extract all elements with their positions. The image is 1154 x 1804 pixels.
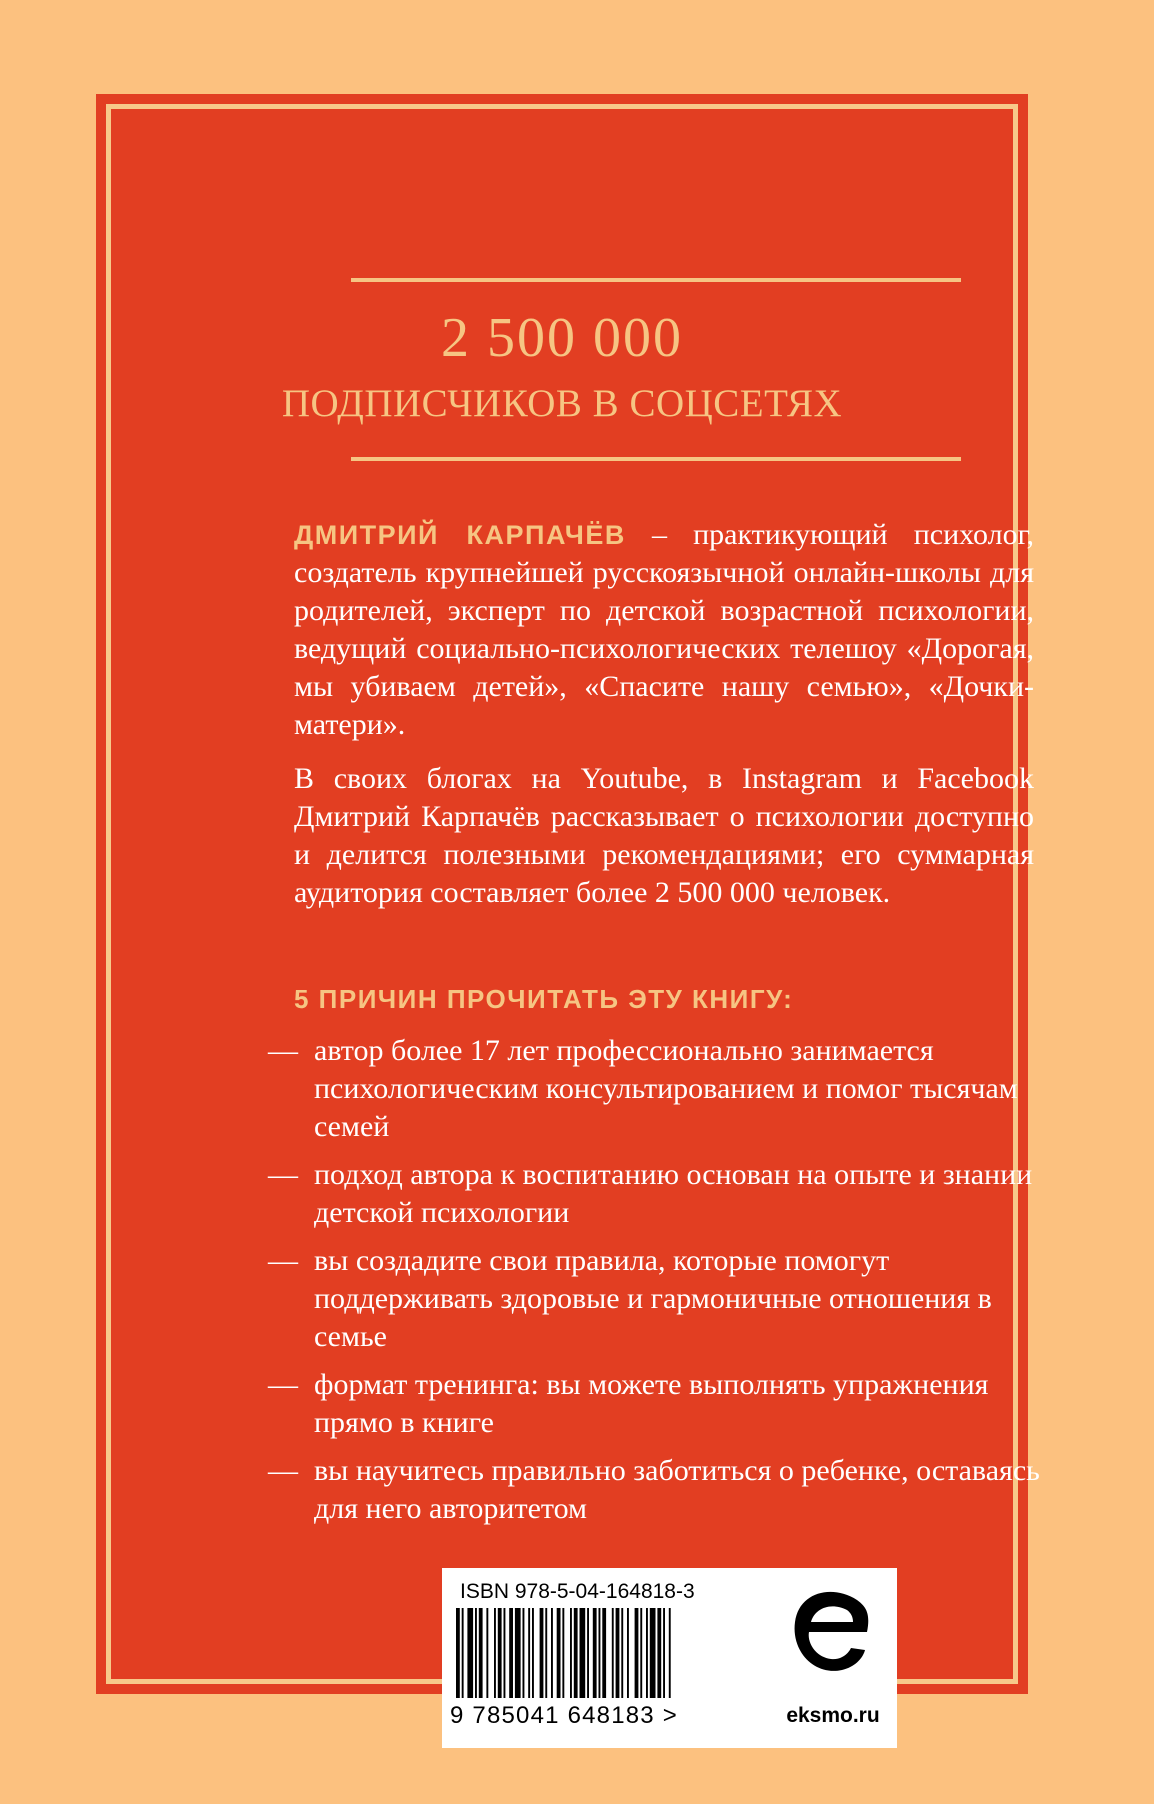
dash-marker: — (268, 1454, 298, 1487)
author-name: ДМИТРИЙ КАРПАЧЁВ (294, 520, 626, 550)
barcode-icon (456, 1608, 756, 1702)
subscriber-caption: ПОДПИСЧИКОВ В СОЦСЕТЯХ (281, 382, 843, 425)
author-paragraph (294, 516, 1034, 744)
reasons-heading: 5 ПРИЧИН ПРОЧИТАТЬ ЭТУ КНИГУ: (294, 984, 794, 1014)
list-item (268, 1452, 1068, 1528)
bottom-divider (351, 457, 961, 461)
dash-marker: — (268, 1158, 298, 1191)
barcode-digits: 9 785041 648183 > (450, 1702, 678, 1729)
dash-marker: — (268, 1034, 298, 1067)
list-item (268, 1156, 1068, 1232)
reason-text: вы научитесь правильно заботиться о ребенке, оставаясь для него авторитетом (314, 1454, 1040, 1525)
dash-marker: — (268, 1368, 298, 1401)
dash-marker: — (268, 1244, 298, 1277)
list-item (268, 1242, 1068, 1356)
reason-text: подход автора к воспитанию основан на опыте и знании детской психологии (314, 1158, 1033, 1229)
top-divider (351, 278, 961, 282)
reason-text: автор более 17 лет профессионально занимается психологическим консультированием и помог тысячам семей (314, 1034, 1018, 1143)
subscriber-count: 2 500 000 (441, 307, 683, 369)
list-item (268, 1366, 1068, 1442)
reason-text: формат тренинга: вы можете выполнять упражнения прямо в книге (314, 1368, 989, 1439)
author-description: – практикующий психолог, создатель крупнейшей русскоязычной онлайн-школы для родителей, эксперт по детской возрастной психологии, ведущий социально-психологических телешоу «Дорогая, мы убиваем детей», «Спасите нашу семью», «Дочки-матери». (294, 518, 1034, 741)
isbn-label: ISBN 978-5-04-164818-3 (460, 1580, 695, 1603)
reasons-list (268, 1032, 1068, 1538)
red-panel (96, 94, 1040, 1729)
publisher-site: eksmo.ru (786, 1704, 880, 1727)
reason-text: вы создадите свои правила, которые помогут поддерживать здоровые и гармоничные отношения в семье (314, 1244, 992, 1353)
eksmo-logo-icon (787, 1582, 877, 1692)
blog-paragraph: В своих блогах на Youtube, в Instagram и Facebook Дмитрий Карпачёв рассказывает о психологии доступно и делится полезными рекомендациями; его суммарная аудитория составляет более 2 500 000 человек. (294, 762, 1034, 909)
list-item (268, 1032, 1068, 1146)
barcode-panel (442, 1568, 897, 1748)
